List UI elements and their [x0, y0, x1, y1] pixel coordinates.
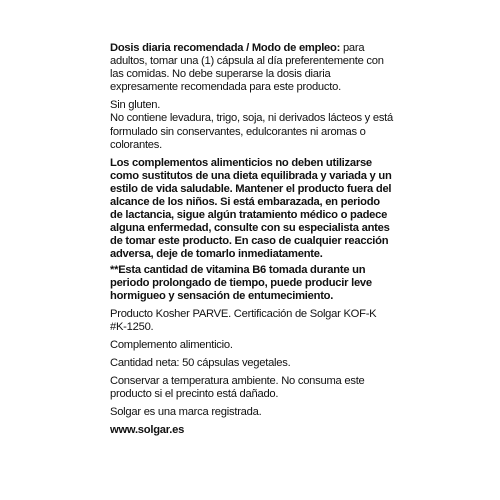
supplement-section [110, 339, 395, 352]
dosage-section [110, 42, 395, 94]
dosage-text: para adultos, tomar una (1) cápsula al día preferentemente con las comidas. No debe superarse la dosis diaria expresamente recomendada para este producto. [110, 42, 384, 94]
trademark-text: Solgar es una marca registrada. [110, 406, 262, 419]
net-quantity-text: Cantidad neta: 50 cápsulas vegetales. [110, 357, 291, 370]
free-from-text: No contiene levadura, trigo, soja, ni derivados lácteos y está formulado sin conservantes, edulcorantes ni aromas o colorantes. [110, 112, 394, 151]
kosher-text: Producto Kosher PARVE. Certificación de Solgar KOF-K #K-1250. [110, 307, 377, 333]
website-section [110, 424, 395, 437]
dosage-paragraph [110, 42, 395, 94]
storage-section [110, 375, 395, 401]
b6-note-text: **Esta cantidad de vitamina B6 tomada durante un periodo prolongado de tiempo, puede producir leve hormigueo y sensación de entumecimiento. [110, 263, 372, 302]
supplement-text: Complemento alimenticio. [110, 338, 233, 351]
warning-text: Los complementos alimenticios no deben utilizarse como sustitutos de una dieta equilibrada y variada y un estilo de vida saludable. Mantener el producto fuera del alcance de los niños. Si está embarazada, en periodo de lactancia, sigue algún tratamiento médico o padece alguna enfermedad, consulte con su especialista antes de tomar este producto. En caso de cualquier reacción adversa, deje de tomarlo inmediatamente. [110, 156, 392, 261]
trademark-section [110, 406, 395, 419]
gluten-free-text: Sin gluten. [110, 99, 161, 112]
storage-text: Conservar a temperatura ambiente. No consuma este producto si el precinto está dañado. [110, 375, 365, 401]
composition-section [110, 99, 395, 151]
net-quantity-section [110, 357, 395, 370]
dosage-heading: Dosis diaria recomendada / Modo de empleo: [110, 42, 341, 54]
website-text: www.solgar.es [110, 424, 185, 437]
supplement-label-text [110, 42, 395, 443]
warning-section [110, 157, 395, 262]
kosher-section [110, 308, 395, 334]
b6-note-section [110, 264, 395, 303]
